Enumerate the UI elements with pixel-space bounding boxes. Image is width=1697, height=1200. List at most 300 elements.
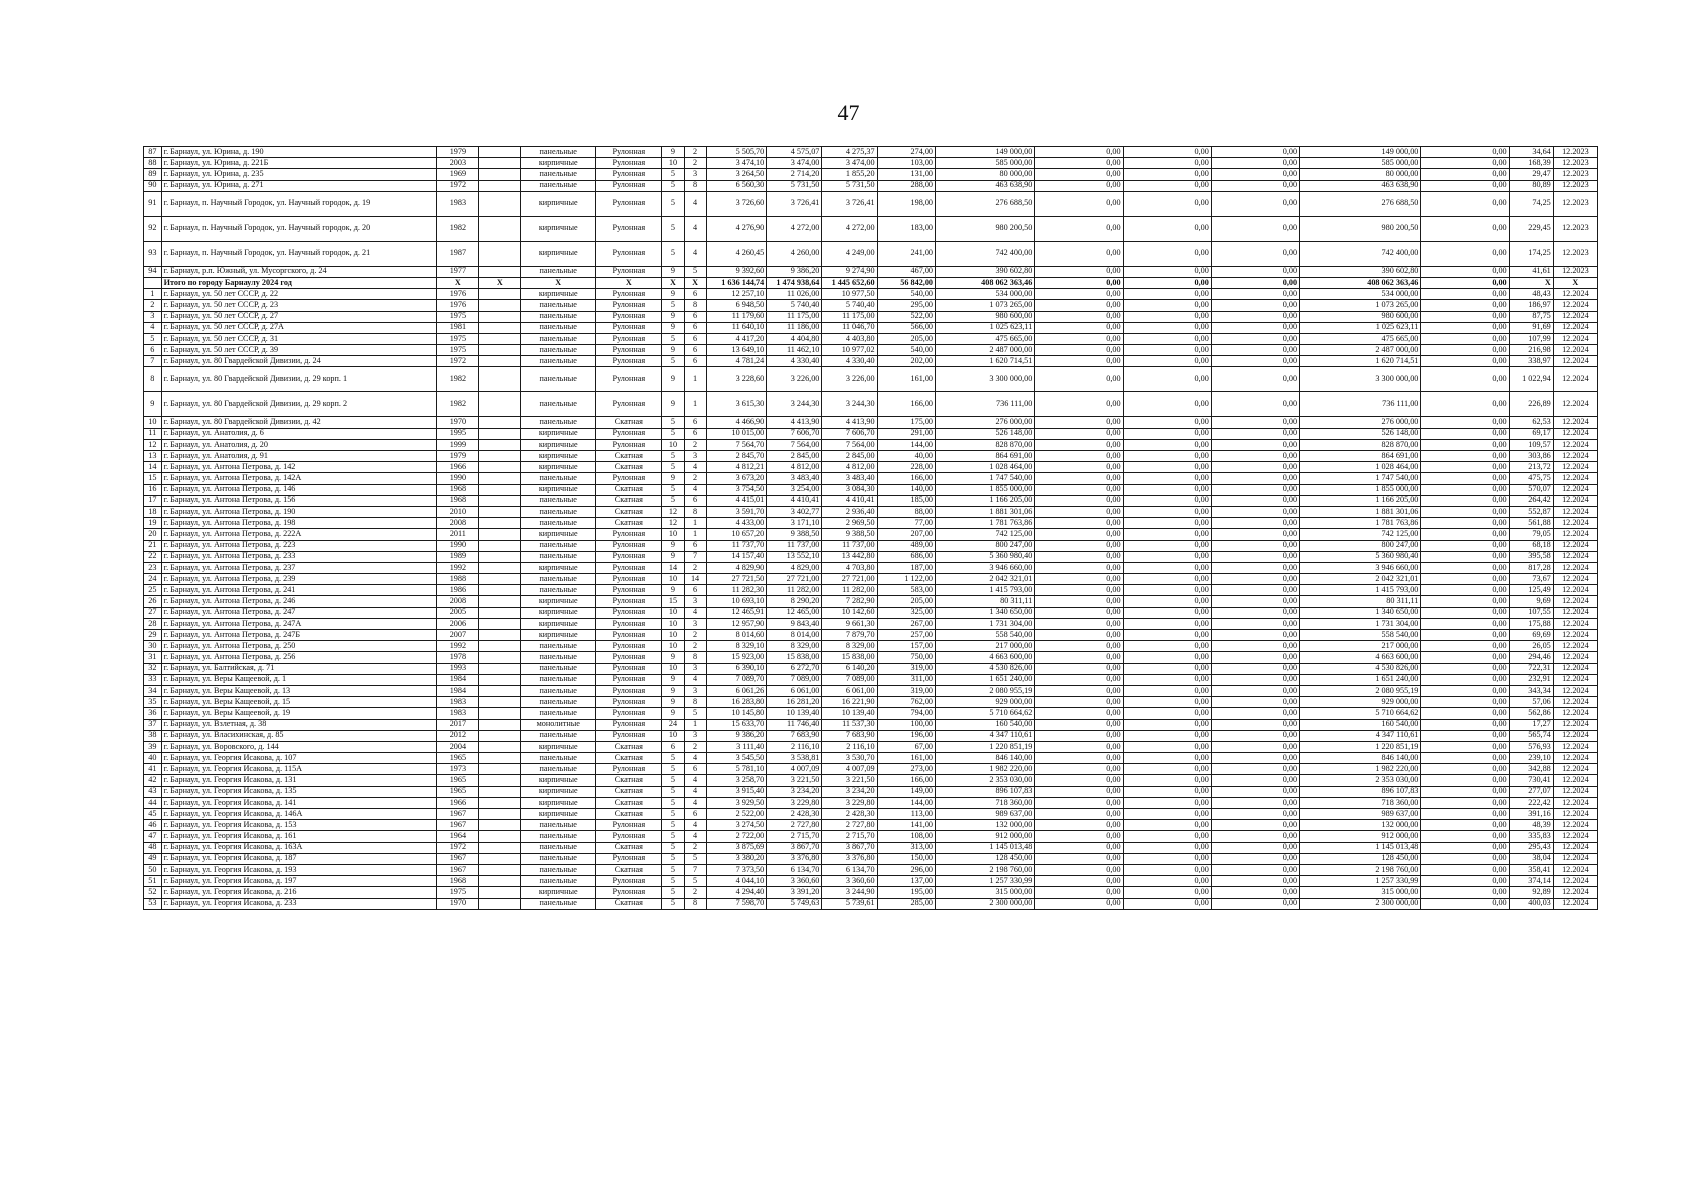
cell-region-budget: 0,00 <box>1123 618 1211 629</box>
cell-address: г. Барнаул, ул. 80 Гвардейской Дивизии, д. 24 <box>161 356 437 367</box>
cell-address: г. Барнаул, ул. Антона Петрова, д. 222А <box>161 529 437 540</box>
cell-row-number: 43 <box>144 786 162 797</box>
cell-residents: 319,00 <box>877 685 935 696</box>
cell-fund-cost: 0,00 <box>1035 495 1123 506</box>
cell-row-number: 33 <box>144 674 162 685</box>
cell-residential-area: 5 731,50 <box>767 180 822 191</box>
cell-total-cost: 463 638,90 <box>936 180 1035 191</box>
cell-entrances: 4 <box>684 191 706 216</box>
cell-local-budget: 0,00 <box>1211 797 1299 808</box>
cell-local-budget: 0,00 <box>1211 685 1299 696</box>
cell-region-budget: 0,00 <box>1123 652 1211 663</box>
cell-total-cost: 912 000,00 <box>936 831 1035 842</box>
cell-residential-area: 11 746,40 <box>767 719 822 730</box>
cell-row-number: 12 <box>144 439 162 450</box>
cell-roof-type: Скатная <box>596 809 662 820</box>
table-row <box>144 820 1598 831</box>
cell-unit-cost: 91,69 <box>1509 322 1553 333</box>
cell-region-budget: 0,00 <box>1123 158 1211 169</box>
cell-year-built: 1972 <box>437 356 479 367</box>
cell-wall-material: кирпичные <box>521 596 596 607</box>
cell-total-area: 3 380,20 <box>706 853 767 864</box>
cell-wall-material: кирпичные <box>521 786 596 797</box>
cell-total-cost: 929 000,00 <box>936 697 1035 708</box>
cell-total-cost: 2 487 000,00 <box>936 345 1035 356</box>
cell-local-budget: 0,00 <box>1211 618 1299 629</box>
cell-fund-cost: 0,00 <box>1035 289 1123 300</box>
cell-floors: 9 <box>662 473 684 484</box>
cell-local-budget: 0,00 <box>1211 663 1299 674</box>
cell-wall-material: панельные <box>521 753 596 764</box>
cell-fund-cost: 0,00 <box>1035 820 1123 831</box>
cell-floors: 14 <box>662 562 684 573</box>
cell-owners-funds: 1 651 240,00 <box>1300 674 1421 685</box>
cell-planned-date: 12.2024 <box>1553 289 1597 300</box>
cell-address: г. Барнаул, п. Научный Городок, ул. Научный городок, д. 21 <box>161 241 437 266</box>
cell-planned-date: 12.2024 <box>1553 708 1597 719</box>
cell-entrances: 6 <box>684 585 706 596</box>
cell-year-overhaul <box>479 753 521 764</box>
cell-residents: 205,00 <box>877 333 935 344</box>
table-row <box>144 241 1598 266</box>
cell-region-budget: 0,00 <box>1123 180 1211 191</box>
cell-local-budget: 0,00 <box>1211 529 1299 540</box>
cell-local-budget: 0,00 <box>1211 887 1299 898</box>
cell-total-area: 5 781,10 <box>706 764 767 775</box>
cell-floors: 10 <box>662 574 684 585</box>
cell-residents: 88,00 <box>877 506 935 517</box>
cell-year-overhaul <box>479 596 521 607</box>
cell-unit-cost: 74,25 <box>1509 191 1553 216</box>
cell-other-funds: 0,00 <box>1421 417 1509 428</box>
cell-planned-date: 12.2024 <box>1553 887 1597 898</box>
cell-total-cost: 4 347 110,61 <box>936 730 1035 741</box>
cell-owners-funds: 800 247,00 <box>1300 540 1421 551</box>
cell-roof-type: Скатная <box>596 741 662 752</box>
table-row <box>144 451 1598 462</box>
cell-total-area: 12 257,10 <box>706 289 767 300</box>
cell-local-budget: 0,00 <box>1211 322 1299 333</box>
cell-other-funds: 0,00 <box>1421 518 1509 529</box>
cell-address: г. Барнаул, р.п. Южный, ул. Мусоргского, д. 24 <box>161 266 437 277</box>
table-row <box>144 797 1598 808</box>
cell-floors: 5 <box>662 300 684 311</box>
cell-address: г. Барнаул, ул. Георгия Исакова, д. 197 <box>161 876 437 887</box>
cell-owners-funds: 217 000,00 <box>1300 641 1421 652</box>
cell-fund-cost: 0,00 <box>1035 887 1123 898</box>
cell-entrances: 2 <box>684 147 706 158</box>
cell-fund-cost: 0,00 <box>1035 708 1123 719</box>
cell-living-area: 3 474,00 <box>822 158 877 169</box>
cell-wall-material: панельные <box>521 551 596 562</box>
cell-floors: 10 <box>662 607 684 618</box>
cell-address: г. Барнаул, ул. Веры Кащеевой, д. 19 <box>161 708 437 719</box>
cell-planned-date: 12.2024 <box>1553 730 1597 741</box>
cell-living-area: 7 564,00 <box>822 439 877 450</box>
cell-unit-cost: 475,75 <box>1509 473 1553 484</box>
cell-other-funds: 0,00 <box>1421 708 1509 719</box>
cell-total-cost: 2 042 321,01 <box>936 574 1035 585</box>
cell-residential-area: 3 483,40 <box>767 473 822 484</box>
cell-other-funds: 0,00 <box>1421 333 1509 344</box>
cell-row-number: 24 <box>144 574 162 585</box>
cell-residential-area: 11 462,10 <box>767 345 822 356</box>
cell-residents: 183,00 <box>877 216 935 241</box>
cell-owners-funds: 929 000,00 <box>1300 697 1421 708</box>
cell-local-budget: 0,00 <box>1211 277 1299 288</box>
cell-roof-type: Рулонная <box>596 540 662 551</box>
cell-total-area: 5 505,70 <box>706 147 767 158</box>
cell-residents: 144,00 <box>877 439 935 450</box>
cell-row-number: 7 <box>144 356 162 367</box>
cell-living-area: 10 977,50 <box>822 289 877 300</box>
cell-other-funds: 0,00 <box>1421 786 1509 797</box>
cell-living-area: 7 879,70 <box>822 630 877 641</box>
cell-year-overhaul <box>479 191 521 216</box>
cell-year-built: 1987 <box>437 241 479 266</box>
cell-owners-funds: 1 747 540,00 <box>1300 473 1421 484</box>
cell-roof-type: Скатная <box>596 775 662 786</box>
cell-living-area: 5 740,40 <box>822 300 877 311</box>
cell-wall-material: кирпичные <box>521 607 596 618</box>
cell-living-area: 4 272,00 <box>822 216 877 241</box>
cell-planned-date: 12.2024 <box>1553 484 1597 495</box>
cell-floors: 5 <box>662 241 684 266</box>
cell-wall-material: кирпичные <box>521 216 596 241</box>
cell-address: г. Барнаул, ул. Антона Петрова, д. 156 <box>161 495 437 506</box>
cell-living-area: 8 329,00 <box>822 641 877 652</box>
cell-other-funds: 0,00 <box>1421 641 1509 652</box>
cell-residents: 113,00 <box>877 809 935 820</box>
cell-residential-area: 11 186,00 <box>767 322 822 333</box>
cell-owners-funds: 128 450,00 <box>1300 853 1421 864</box>
cell-owners-funds: 912 000,00 <box>1300 831 1421 842</box>
cell-year-built: 2004 <box>437 741 479 752</box>
cell-residential-area: 3 234,20 <box>767 786 822 797</box>
cell-unit-cost: 294,46 <box>1509 652 1553 663</box>
table-row <box>144 216 1598 241</box>
cell-year-built: 1967 <box>437 864 479 875</box>
cell-living-area: 4 249,00 <box>822 241 877 266</box>
cell-floors: 5 <box>662 462 684 473</box>
table-row <box>144 518 1598 529</box>
cell-roof-type: Рулонная <box>596 551 662 562</box>
cell-owners-funds: 3 946 660,00 <box>1300 562 1421 573</box>
cell-living-area: 4 007,09 <box>822 764 877 775</box>
cell-entrances: 5 <box>684 708 706 719</box>
cell-floors: 5 <box>662 216 684 241</box>
cell-residential-area: 9 388,50 <box>767 529 822 540</box>
cell-owners-funds: 1 257 330,99 <box>1300 876 1421 887</box>
cell-residents: 166,00 <box>877 473 935 484</box>
cell-owners-funds: 742 400,00 <box>1300 241 1421 266</box>
cell-residents: 228,00 <box>877 462 935 473</box>
cell-year-overhaul: X <box>479 277 521 288</box>
cell-roof-type: Рулонная <box>596 439 662 450</box>
cell-living-area: 7 683,90 <box>822 730 877 741</box>
cell-other-funds: 0,00 <box>1421 663 1509 674</box>
cell-region-budget: 0,00 <box>1123 417 1211 428</box>
cell-entrances: 3 <box>684 451 706 462</box>
table-row <box>144 462 1598 473</box>
cell-wall-material: панельные <box>521 169 596 180</box>
cell-floors: 9 <box>662 708 684 719</box>
cell-planned-date: 12.2024 <box>1553 864 1597 875</box>
cell-owners-funds: 2 353 030,00 <box>1300 775 1421 786</box>
cell-residents: 267,00 <box>877 618 935 629</box>
cell-total-cost: 4 530 826,00 <box>936 663 1035 674</box>
cell-year-overhaul <box>479 786 521 797</box>
cell-region-budget: 0,00 <box>1123 529 1211 540</box>
housing-registry-table <box>143 146 1598 910</box>
cell-other-funds: 0,00 <box>1421 887 1509 898</box>
cell-residents: 296,00 <box>877 864 935 875</box>
cell-year-built: 2017 <box>437 719 479 730</box>
cell-fund-cost: 0,00 <box>1035 786 1123 797</box>
cell-other-funds: 0,00 <box>1421 618 1509 629</box>
cell-local-budget: 0,00 <box>1211 216 1299 241</box>
cell-roof-type: Скатная <box>596 506 662 517</box>
cell-other-funds: 0,00 <box>1421 562 1509 573</box>
cell-planned-date: 12.2023 <box>1553 216 1597 241</box>
cell-living-area: 4 413,90 <box>822 417 877 428</box>
cell-region-budget: 0,00 <box>1123 607 1211 618</box>
cell-total-cost: 846 140,00 <box>936 753 1035 764</box>
cell-living-area: 5 731,50 <box>822 180 877 191</box>
cell-other-funds: 0,00 <box>1421 775 1509 786</box>
cell-row-number: 13 <box>144 451 162 462</box>
cell-planned-date: 12.2023 <box>1553 191 1597 216</box>
cell-region-budget: 0,00 <box>1123 462 1211 473</box>
cell-total-cost: 2 198 760,00 <box>936 864 1035 875</box>
cell-roof-type: Рулонная <box>596 158 662 169</box>
cell-entrances: 4 <box>684 797 706 808</box>
cell-floors: 5 <box>662 898 684 909</box>
cell-residential-area: 3 391,20 <box>767 887 822 898</box>
cell-local-budget: 0,00 <box>1211 266 1299 277</box>
cell-fund-cost: 0,00 <box>1035 674 1123 685</box>
cell-floors: 9 <box>662 685 684 696</box>
cell-entrances: 4 <box>684 820 706 831</box>
cell-region-budget: 0,00 <box>1123 266 1211 277</box>
cell-residential-area: 5 749,63 <box>767 898 822 909</box>
cell-row-number: 39 <box>144 741 162 752</box>
cell-wall-material: кирпичные <box>521 289 596 300</box>
cell-residents: 40,00 <box>877 451 935 462</box>
cell-region-budget: 0,00 <box>1123 753 1211 764</box>
cell-other-funds: 0,00 <box>1421 473 1509 484</box>
cell-residential-area: 4 404,80 <box>767 333 822 344</box>
table-row <box>144 674 1598 685</box>
cell-local-budget: 0,00 <box>1211 708 1299 719</box>
cell-floors: 15 <box>662 596 684 607</box>
cell-year-overhaul <box>479 345 521 356</box>
cell-residential-area: 12 465,00 <box>767 607 822 618</box>
cell-unit-cost: 239,10 <box>1509 753 1553 764</box>
cell-unit-cost: 232,91 <box>1509 674 1553 685</box>
cell-year-overhaul <box>479 831 521 842</box>
cell-row-number: 42 <box>144 775 162 786</box>
cell-total-area: 4 415,01 <box>706 495 767 506</box>
cell-other-funds: 0,00 <box>1421 311 1509 322</box>
cell-fund-cost: 0,00 <box>1035 898 1123 909</box>
cell-wall-material: панельные <box>521 495 596 506</box>
cell-total-area: 14 157,40 <box>706 551 767 562</box>
cell-living-area: 9 274,90 <box>822 266 877 277</box>
cell-row-number: 50 <box>144 864 162 875</box>
cell-entrances: 3 <box>684 685 706 696</box>
cell-region-budget: 0,00 <box>1123 551 1211 562</box>
cell-other-funds: 0,00 <box>1421 607 1509 618</box>
cell-year-built: 1983 <box>437 708 479 719</box>
cell-residents: 257,00 <box>877 630 935 641</box>
cell-owners-funds: 315 000,00 <box>1300 887 1421 898</box>
cell-region-budget: 0,00 <box>1123 356 1211 367</box>
cell-total-area: 10 015,00 <box>706 428 767 439</box>
cell-owners-funds: 718 360,00 <box>1300 797 1421 808</box>
cell-fund-cost: 0,00 <box>1035 147 1123 158</box>
cell-year-built: 1983 <box>437 697 479 708</box>
cell-roof-type: Рулонная <box>596 322 662 333</box>
cell-owners-funds: 2 487 000,00 <box>1300 345 1421 356</box>
cell-row-number: 94 <box>144 266 162 277</box>
cell-roof-type: Рулонная <box>596 641 662 652</box>
cell-wall-material: панельные <box>521 392 596 417</box>
cell-unit-cost: 80,89 <box>1509 180 1553 191</box>
cell-fund-cost: 0,00 <box>1035 596 1123 607</box>
cell-residents: 196,00 <box>877 730 935 741</box>
cell-address: г. Барнаул, ул. Георгия Исакова, д. 153 <box>161 820 437 831</box>
cell-residents: 583,00 <box>877 585 935 596</box>
cell-residential-area: 11 282,00 <box>767 585 822 596</box>
cell-row-number: 16 <box>144 484 162 495</box>
cell-living-area: 9 388,50 <box>822 529 877 540</box>
cell-total-area: 15 923,00 <box>706 652 767 663</box>
table-row <box>144 562 1598 573</box>
cell-wall-material: кирпичные <box>521 741 596 752</box>
table-row <box>144 685 1598 696</box>
cell-owners-funds: 2 042 321,01 <box>1300 574 1421 585</box>
cell-planned-date: 12.2024 <box>1553 540 1597 551</box>
cell-residential-area: 8 329,00 <box>767 641 822 652</box>
cell-row-number: 29 <box>144 630 162 641</box>
cell-fund-cost: 0,00 <box>1035 191 1123 216</box>
cell-region-budget: 0,00 <box>1123 585 1211 596</box>
cell-address: г. Барнаул, ул. Георгия Исакова, д. 161 <box>161 831 437 842</box>
cell-address: г. Барнаул, ул. 80 Гвардейской Дивизии, д. 42 <box>161 417 437 428</box>
cell-owners-funds: 475 665,00 <box>1300 333 1421 344</box>
cell-region-budget: 0,00 <box>1123 147 1211 158</box>
cell-planned-date: 12.2024 <box>1553 333 1597 344</box>
cell-year-overhaul <box>479 506 521 517</box>
cell-owners-funds: 132 000,00 <box>1300 820 1421 831</box>
cell-year-built: 2003 <box>437 158 479 169</box>
cell-year-built: 1965 <box>437 753 479 764</box>
cell-planned-date: 12.2024 <box>1553 551 1597 562</box>
cell-other-funds: 0,00 <box>1421 147 1509 158</box>
table-row <box>144 322 1598 333</box>
cell-owners-funds: 1 415 793,00 <box>1300 585 1421 596</box>
cell-planned-date: 12.2024 <box>1553 345 1597 356</box>
cell-address: г. Барнаул, ул. Георгия Исакова, д. 146А <box>161 809 437 820</box>
cell-total-area: 4 276,90 <box>706 216 767 241</box>
cell-region-budget: 0,00 <box>1123 241 1211 266</box>
cell-fund-cost: 0,00 <box>1035 518 1123 529</box>
cell-other-funds: 0,00 <box>1421 392 1509 417</box>
cell-wall-material: панельные <box>521 864 596 875</box>
cell-total-cost: 534 000,00 <box>936 289 1035 300</box>
cell-residential-area: 3 221,50 <box>767 775 822 786</box>
cell-unit-cost: 817,28 <box>1509 562 1553 573</box>
cell-other-funds: 0,00 <box>1421 495 1509 506</box>
cell-wall-material: панельные <box>521 764 596 775</box>
cell-unit-cost: 69,69 <box>1509 630 1553 641</box>
cell-living-area: 3 244,90 <box>822 887 877 898</box>
cell-floors: 9 <box>662 367 684 392</box>
cell-residential-area: 4 575,07 <box>767 147 822 158</box>
cell-floors: 9 <box>662 585 684 596</box>
cell-wall-material: панельные <box>521 898 596 909</box>
cell-unit-cost: 48,39 <box>1509 820 1553 831</box>
cell-unit-cost: 335,83 <box>1509 831 1553 842</box>
cell-total-cost: 1 073 265,00 <box>936 300 1035 311</box>
cell-other-funds: 0,00 <box>1421 719 1509 730</box>
cell-local-budget: 0,00 <box>1211 417 1299 428</box>
table-row <box>144 887 1598 898</box>
cell-wall-material: панельные <box>521 266 596 277</box>
cell-row-number: 93 <box>144 241 162 266</box>
cell-address: г. Барнаул, ул. Анатолия, д. 91 <box>161 451 437 462</box>
cell-residential-area: 4 410,41 <box>767 495 822 506</box>
cell-total-area: 3 274,50 <box>706 820 767 831</box>
cell-wall-material: X <box>521 277 596 288</box>
cell-year-overhaul <box>479 439 521 450</box>
cell-total-area: 3 929,50 <box>706 797 767 808</box>
cell-total-area: 11 640,10 <box>706 322 767 333</box>
cell-entrances: 8 <box>684 300 706 311</box>
cell-roof-type: Скатная <box>596 898 662 909</box>
cell-owners-funds: 1 340 650,00 <box>1300 607 1421 618</box>
cell-total-cost: 864 691,00 <box>936 451 1035 462</box>
cell-total-area: 4 260,45 <box>706 241 767 266</box>
cell-entrances: 3 <box>684 618 706 629</box>
cell-entrances: 6 <box>684 322 706 333</box>
cell-unit-cost: 576,93 <box>1509 741 1553 752</box>
cell-other-funds: 0,00 <box>1421 551 1509 562</box>
cell-floors: 10 <box>662 630 684 641</box>
cell-roof-type: Рулонная <box>596 585 662 596</box>
cell-year-built: 1976 <box>437 300 479 311</box>
cell-wall-material: панельные <box>521 853 596 864</box>
cell-living-area: 3 483,40 <box>822 473 877 484</box>
cell-address: г. Барнаул, ул. Антона Петрова, д. 190 <box>161 506 437 517</box>
cell-row-number: 34 <box>144 685 162 696</box>
cell-living-area: 16 221,90 <box>822 697 877 708</box>
cell-row-number: 45 <box>144 809 162 820</box>
cell-owners-funds: 2 300 000,00 <box>1300 898 1421 909</box>
cell-planned-date: 12.2024 <box>1553 797 1597 808</box>
cell-living-area: 2 715,70 <box>822 831 877 842</box>
cell-total-cost: 1 025 623,11 <box>936 322 1035 333</box>
cell-wall-material: панельные <box>521 708 596 719</box>
cell-year-built: 1967 <box>437 853 479 864</box>
cell-address: г. Барнаул, ул. Георгия Исакова, д. 107 <box>161 753 437 764</box>
cell-entrances: 6 <box>684 809 706 820</box>
cell-region-budget: 0,00 <box>1123 887 1211 898</box>
cell-planned-date: 12.2024 <box>1553 842 1597 853</box>
cell-other-funds: 0,00 <box>1421 300 1509 311</box>
cell-region-budget: 0,00 <box>1123 809 1211 820</box>
